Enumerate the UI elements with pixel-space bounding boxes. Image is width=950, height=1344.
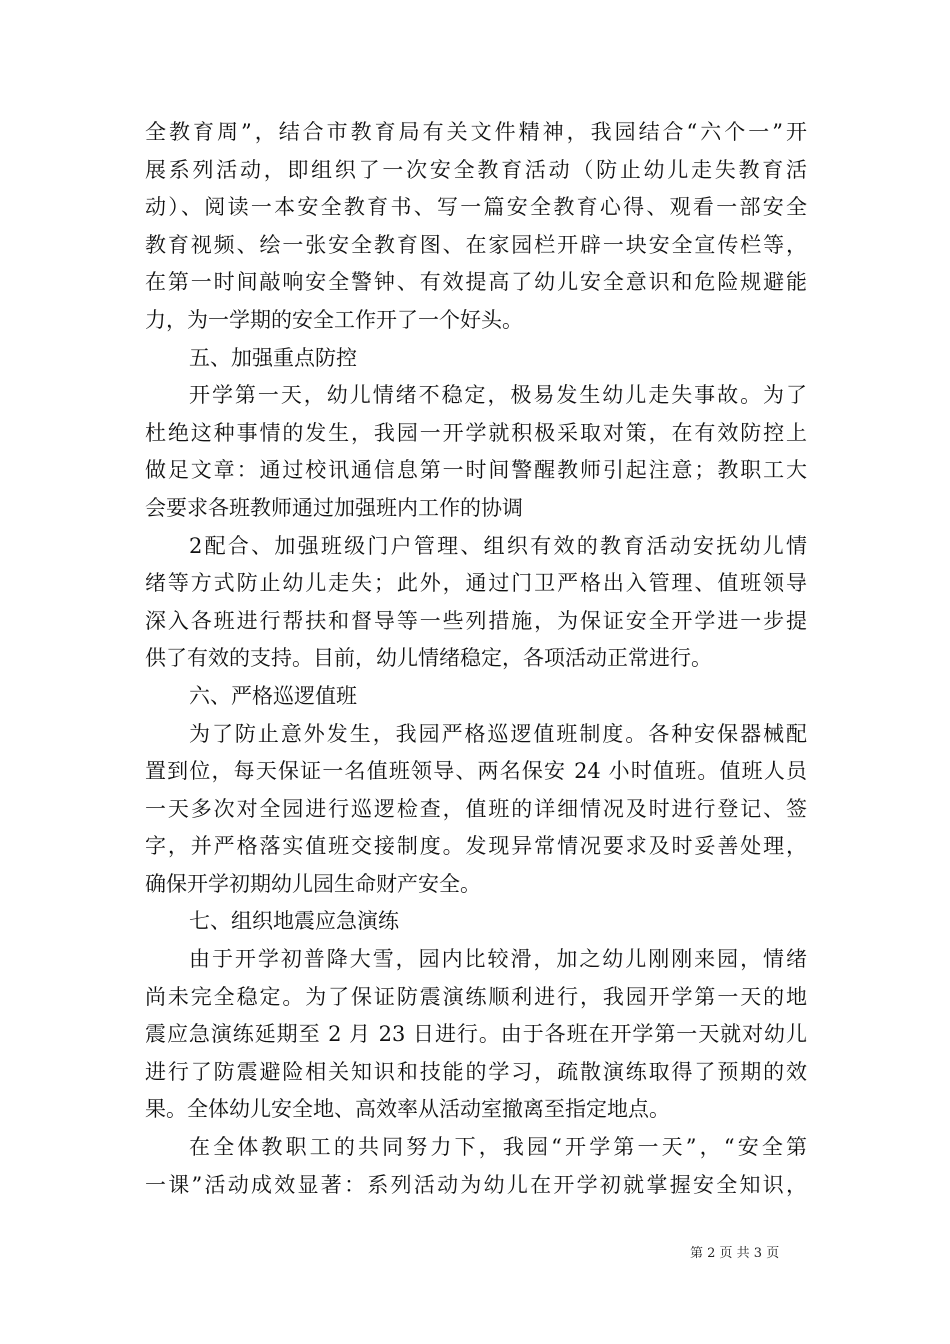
text-line: 绪等方式防止幼儿走失；此外，通过门卫严格出入管理、值班领导 <box>145 571 807 596</box>
text-line: 七、组织地震应急演练 <box>189 909 399 934</box>
document-body <box>145 114 807 1204</box>
text-line: 在第一时间敲响安全警钟、有效提高了幼儿安全意识和危险规避能 <box>145 270 807 295</box>
text-line: 六、严格巡逻值班 <box>189 683 357 708</box>
text-line: 2配合、加强班级门户管理、组织有效的教育活动安抚幼儿情 <box>189 533 807 558</box>
text-line: 置到位，每天保证一名值班领导、两名保安 24 小时值班。值班人员 <box>145 759 807 784</box>
text-line: 尚未完全稳定。为了保证防震演练顺利进行，我园开学第一天的地 <box>145 984 807 1009</box>
text-line: 教育视频、绘一张安全教育图、在家园栏开辟一块安全宣传栏等， <box>145 232 807 257</box>
text-line: 进行了防震避险相关知识和技能的学习，疏散演练取得了预期的效 <box>145 1059 807 1084</box>
text-line: 会要求各班教师通过加强班内工作的协调 <box>145 495 523 520</box>
text-line: 由于开学初普降大雪，园内比较滑，加之幼儿刚刚来园，情绪 <box>189 947 807 972</box>
text-line: 震应急演练延期至 2 月 23 日进行。由于各班在开学第一天就对幼儿 <box>145 1022 807 1047</box>
text-line: 杜绝这种事情的发生，我园一开学就积极采取对策，在有效防控上 <box>145 420 807 445</box>
text-line: 做足文章：通过校讯通信息第一时间警醒教师引起注意；教职工大 <box>145 458 807 483</box>
text-line: 深入各班进行帮扶和督导等一些列措施，为保证安全开学进一步提 <box>145 608 807 633</box>
text-line: 一天多次对全园进行巡逻检查，值班的详细情况及时进行登记、签 <box>145 796 807 821</box>
text-line: 动）、阅读一本安全教育书、写一篇安全教育心得、观看一部安全 <box>145 195 807 220</box>
text-line: 力，为一学期的安全工作开了一个好头。 <box>145 307 523 332</box>
text-line: 供了有效的支持。目前，幼儿情绪稳定，各项活动正常进行。 <box>145 646 712 671</box>
text-line: 为了防止意外发生，我园严格巡逻值班制度。各种安保器械配 <box>189 721 807 746</box>
text-line: 在全体教职工的共同努力下，我园“开学第一天”，“安全第 <box>189 1135 807 1160</box>
text-line: 一课”活动成效显著：系列活动为幼儿在开学初就掌握安全知识， <box>145 1172 807 1197</box>
page-number: 第 2 页 共 3 页 <box>690 1246 780 1261</box>
text-line: 确保开学初期幼儿园生命财产安全。 <box>145 871 481 896</box>
text-line: 展系列活动，即组织了一次安全教育活动（防止幼儿走失教育活 <box>145 157 807 182</box>
text-line: 开学第一天，幼儿情绪不稳定，极易发生幼儿走失事故。为了 <box>189 383 807 408</box>
text-line: 果。全体幼儿安全地、高效率从活动室撤离至指定地点。 <box>145 1097 670 1122</box>
text-line: 字，并严格落实值班交接制度。发现异常情况要求及时妥善处理， <box>145 834 807 859</box>
text-line: 全教育周”，结合市教育局有关文件精神，我园结合“六个一”开 <box>145 120 807 144</box>
text-line: 五、加强重点防控 <box>189 345 357 370</box>
